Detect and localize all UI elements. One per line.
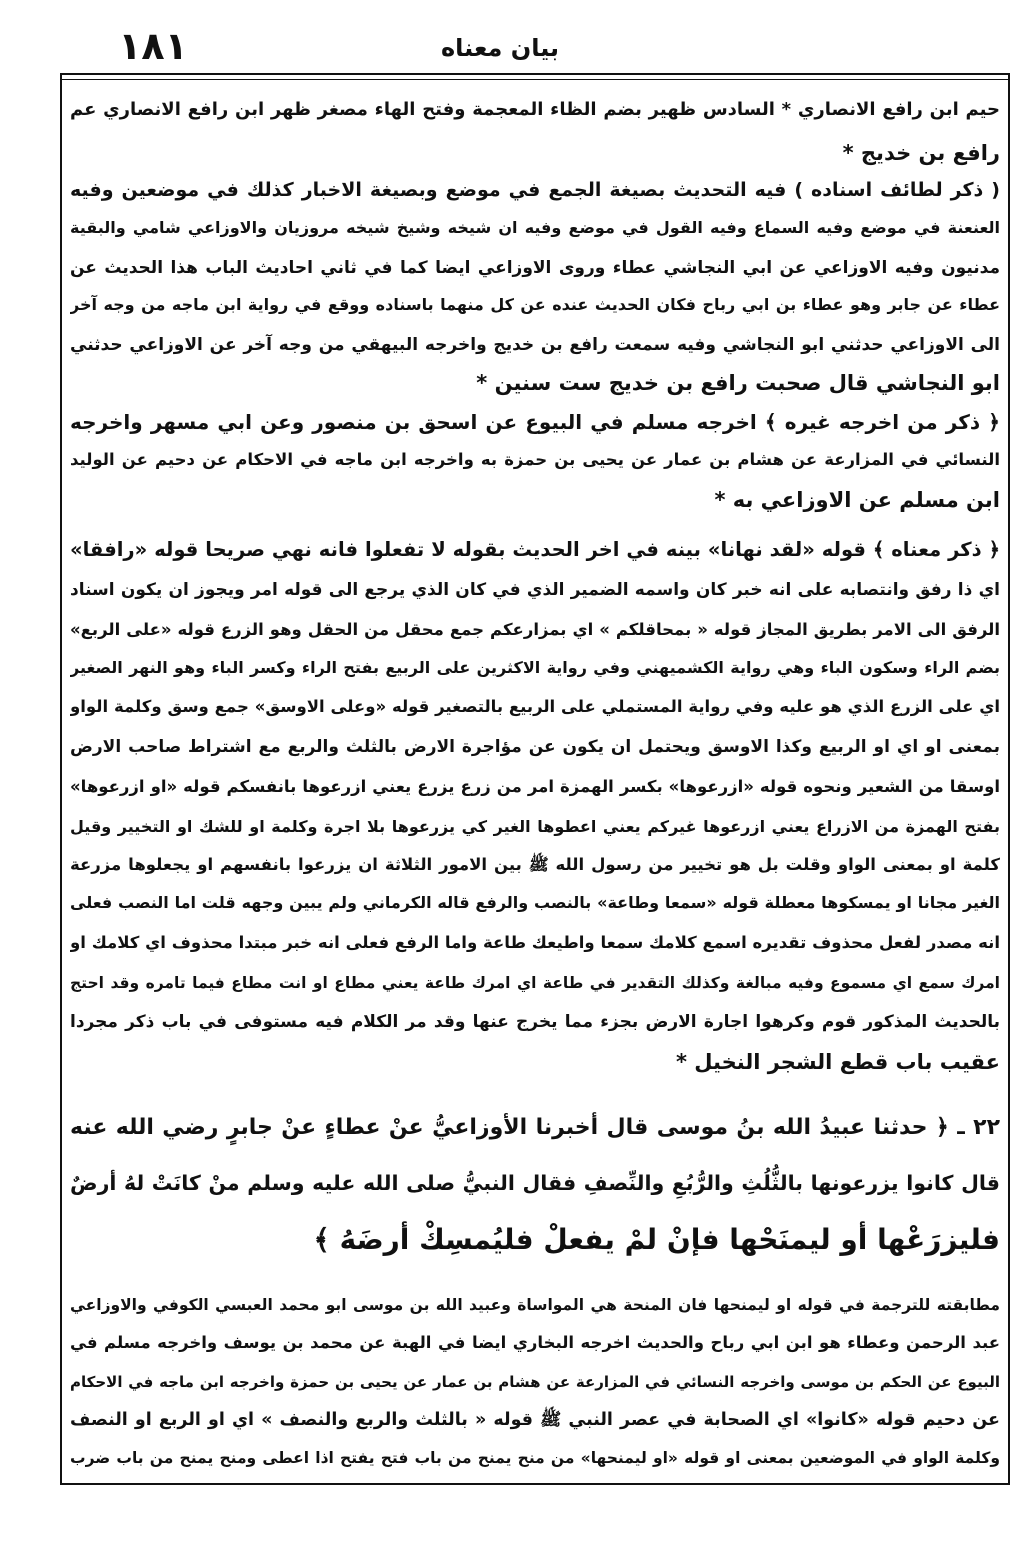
text-line: الرفق الى الامر بطريق المجاز قوله « بمحاقلكم » اي بمزارعكم جمع محقل من الحقل وهو الزرع قوله «على الربع» <box>70 620 1000 639</box>
text-line: حيم ابن رافع الانصاري * السادس ظهير بضم الظاء المعجمة وفتح الهاء مصغر ظهر ابن رافع الانصاري عم <box>70 99 1000 120</box>
frame-double-rule <box>60 79 1010 80</box>
text-line: النسائي في المزارعة عن هشام بن عمار عن يحيى بن حمزة به واخرجه ابن ماجه في الاحكام عن دحيم عن الوليد <box>70 450 1000 469</box>
hadith-line: فليزرَعْها أو ليمنَحْها فإنْ لمْ يفعلْ فليُمسِكْ أرضَهُ ﴾ <box>313 1223 1000 1256</box>
text-line: الى الاوزاعي حدثني ابو النجاشي وفيه سمعت رافع بن خديج واخرجه البيهقي من وجه آخر عن الاوزاعي حدثني <box>70 335 1000 355</box>
text-line: مدنيون وفيه الاوزاعي عن ابي النجاشي عطاء وروى الاوزاعي ايضا كما في ثاني احاديث الباب هذا الحديث عن <box>70 258 1000 278</box>
text-line: بمعنى او اي او الربيع وكذا الاوسق ويحتمل ان يكون عن مؤاجرة الارض بالثلث والربع مع اشتراط صاحب الارض <box>70 737 1000 757</box>
text-line: البيوع عن الحكم بن موسى واخرجه النسائي في المزارعة عن هشام بن عمار عن يحيى بن حمزة واخرجه ابن ماجه في الاحكام <box>70 1373 1000 1391</box>
text-line: ابو النجاشي قال صحبت رافع بن خديج ست سنين * <box>476 371 1000 395</box>
text-line: عقيب باب قطع الشجر النخيل * <box>676 1050 1000 1074</box>
section-heading-line: ﴿ ذكر من اخرجه غيره ﴾ اخرجه مسلم في البيوع عن اسحق بن منصور وعن ابي مسهر واخرجه <box>70 410 1000 434</box>
text-line: ابن مسلم عن الاوزاعي به * <box>714 488 1000 512</box>
page-number: ١٨١ <box>118 24 188 68</box>
text-line: كلمة او بمعنى الواو وقلت بل هو تخيير من رسول الله ﷺ بين الامور الثلاثة ان يزرعوا بانفسهم او يجعلوها مزرعة <box>70 855 1000 874</box>
text-line: انه مصدر لفعل محذوف تقديره اسمع كلامك سمعا واطيعك طاعة واما الرفع فعلى انه خبر مبتدا محذوف اي كلامك او <box>70 933 1000 952</box>
running-title: بيان معناه <box>440 34 560 62</box>
text-line: امرك سمع اي مسموع وفيه مبالغة وكذلك التقدير في طاعة اي امرك طاعة يعني مطاع او انت مطاع فيما تامره وقد احتج <box>70 974 1000 992</box>
text-line: بفتح الهمزة من الازراع يعني ازرعوها غيركم يعني اعطوها الغير كي يزرعوها بلا اجرة وكلمة او للشك او التخيير وقيل <box>70 817 1000 836</box>
hadith-line: ٢٢ ـ ﴿ حدثنا عبيدُ الله بنُ موسى قال أخبرنا الأوزاعيُّ عنْ عطاءٍ عنْ جابرٍ رضي الله عنه <box>70 1115 1000 1140</box>
text-line: عطاء عن جابر وهو عطاء بن ابي رباح فكان الحديث عنده عن كل منهما باسناده ووقع في رواية ابن ماجه من وجه آخر <box>70 295 1000 314</box>
text-line: اوسقا من الشعير ونحوه قوله «ازرعوها» بكسر الهمزة امر من زرع يزرع يعني ازرعوها بانفسكم قوله «او ازرعوها» <box>70 777 1000 796</box>
text-line: وكلمة الواو في الموضعين بمعنى او قوله «او ليمنحها» من منح يمنح من باب فتح يفتح اذا اعطى ومنح يمنح من باب ضرب <box>70 1449 1000 1467</box>
section-heading-line: ﴿ ذكر معناه ﴾ قوله «لقد نهانا» بينه في اخر الحديث بقوله لا تفعلوا فانه نهي صريحا قوله «رافقا» <box>70 538 1000 561</box>
text-line: العنعنة في موضع وفيه السماع وفيه القول في موضع وفيه ان شيخه وشيخ شيخه مروزيان والاوزاعي شامي والبقية <box>70 218 1000 237</box>
section-heading-line: ( ذكر لطائف اسناده ) فيه التحديث بصيغة الجمع في موضع وبصيغة الاخبار كذلك في موضعين وفيه <box>70 179 1000 201</box>
text-line: عبد الرحمن وعطاء هو ابن ابي رباح والحديث اخرجه البخاري ايضا في الهبة عن محمد بن يوسف واخرجه مسلم في <box>70 1333 1000 1352</box>
text-line: مطابقته للترجمة في قوله او ليمنحها فان المنحة هي المواساة وعبيد الله بن موسى ابو محمد العبسي الكوفي والاوزاعي <box>70 1296 1000 1314</box>
text-line: الغير مجانا او يمسكوها معطلة قوله «سمعا وطاعة» بالنصب والرفع قاله الكرماني ولم يبين وجهه قلت اما النصب فعلى <box>70 893 1000 912</box>
text-line: عن دحيم قوله «كانوا» اي الصحابة في عصر النبي ﷺ قوله « بالثلث والربع والنصف » اي او الربع او النصف <box>70 1410 1000 1430</box>
hadith-line: قال كانوا يزرعونها بالثُّلُثِ والرُّبُعِ والنِّصفِ فقال النبيُّ صلى الله عليه وسلم منْ كانَتْ لهُ أرضٌ <box>70 1171 1000 1195</box>
text-line: رافع بن خديج * <box>842 141 1000 165</box>
text-line: بالحديث المذكور قوم وكرهوا اجارة الارض بجزء مما يخرج عنها وقد مر الكلام فيه مستوفى في باب ذكر مجردا <box>70 1012 1000 1032</box>
text-line: اي ذا رفق وانتصابه على انه خبر كان واسمه الضمير الذي في كان الذي يرجع الى قوله امر ويجوز ان يكون اسناد <box>70 580 1000 600</box>
text-line: اي على الزرع الذي هو عليه وفي رواية المستملي على الربيع بالتصغير قوله «وعلى الاوسق» جمع وسق وكلمة الواو <box>70 697 1000 716</box>
text-line: بضم الراء وسكون الباء وهي رواية الكشميهني وفي رواية الاكثرين على الربيع بفتح الراء وكسر الباء وهو النهر الصغير <box>70 658 1000 677</box>
